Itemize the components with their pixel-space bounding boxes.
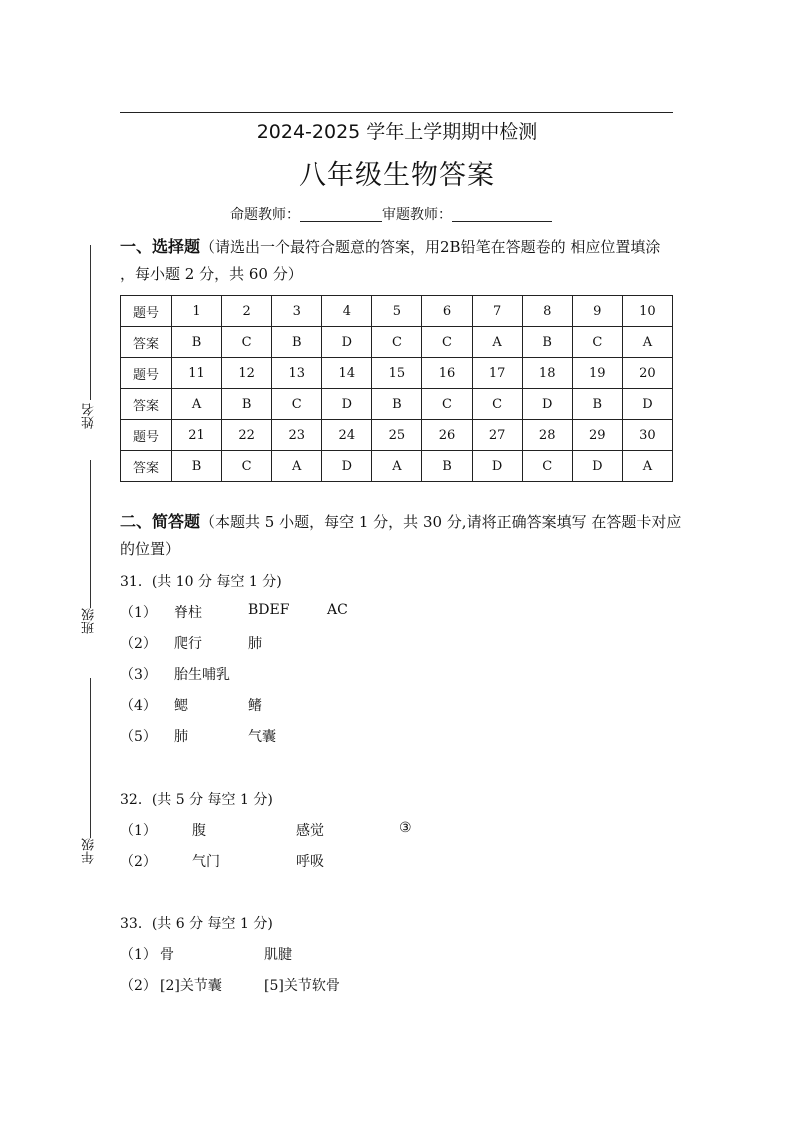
section2-instruction-1: （本题共 5 小题，每空 1 分，共 30 分,请将正确答案填写 在答题卡对应 <box>200 513 682 531</box>
section2-title: 二、简答题 <box>120 512 201 531</box>
q31-line-1-a: 脊柱 <box>174 605 202 621</box>
question-number-cell: 11 <box>172 358 222 389</box>
q33-line-1-b: 肌腱 <box>264 947 292 963</box>
answer-cell: B <box>272 327 322 358</box>
reviewer-blank <box>452 206 552 222</box>
q33-line-1-a: 骨 <box>160 947 174 963</box>
setter-blank <box>300 206 382 222</box>
answer-cell: A <box>622 327 672 358</box>
table-row <box>121 327 673 358</box>
grade-label: 年级 <box>82 838 97 864</box>
answer-cell: B <box>572 389 622 420</box>
q31-line-4-b: 鳍 <box>248 698 262 714</box>
q33-title: 33．(共 6 分 每空 1 分) <box>120 916 273 932</box>
q33-line-2-b: [5]关节软骨 <box>264 978 340 994</box>
q33-line-2-num: （2） <box>120 978 157 994</box>
answer-cell: B <box>222 389 272 420</box>
q31-line-4-a: 鳃 <box>174 698 188 714</box>
question-number-cell: 26 <box>422 420 472 451</box>
question-number-cell: 18 <box>522 358 572 389</box>
answer-cell: B <box>172 451 222 482</box>
question-number-cell: 29 <box>572 420 622 451</box>
question-number-cell: 20 <box>622 358 672 389</box>
question-number-cell: 2 <box>222 296 272 327</box>
page-title: 八年级生物答案 <box>299 160 495 191</box>
q31-line-5-b: 气囊 <box>248 729 276 745</box>
question-number-cell: 23 <box>272 420 322 451</box>
q31-line-3-a: 胎生哺乳 <box>174 667 230 683</box>
section1-title: 一、选择题 <box>120 237 201 256</box>
answer-cell: B <box>422 451 472 482</box>
table-row <box>121 389 673 420</box>
question-number-cell: 12 <box>222 358 272 389</box>
setter-label: 命题教师： <box>230 207 300 223</box>
q31-title: 31．(共 10 分 每空 1 分) <box>120 574 282 590</box>
question-number-cell: 22 <box>222 420 272 451</box>
margin-line-1 <box>90 245 91 400</box>
answer-cell: C <box>222 327 272 358</box>
q32-line-1-c: ③ <box>399 820 412 836</box>
question-number-cell: 14 <box>322 358 372 389</box>
q32-line-2-b: 呼吸 <box>296 854 324 870</box>
section2-instruction-2: 的位置） <box>120 540 181 558</box>
question-number-cell: 15 <box>372 358 422 389</box>
question-number-cell: 5 <box>372 296 422 327</box>
exam-year-title: 2024-2025 学年上学期期中检测 <box>256 121 538 143</box>
answer-cell: D <box>472 451 522 482</box>
question-number-cell: 7 <box>472 296 522 327</box>
section1-instruction-2: ，每小题 2 分，共 60 分） <box>120 265 303 283</box>
answer-cell: D <box>322 389 372 420</box>
q32-line-2-num: （2） <box>120 854 157 870</box>
reviewer-label: 审题教师： <box>382 207 452 223</box>
margin-line-3 <box>90 678 91 838</box>
margin-line-2 <box>90 460 91 608</box>
answer-cell: A <box>372 451 422 482</box>
teacher-line <box>230 204 552 224</box>
answer-cell: D <box>572 451 622 482</box>
answer-row-label: 答案 <box>121 327 172 358</box>
question-number-cell: 8 <box>522 296 572 327</box>
section1-heading <box>120 233 792 288</box>
question-number-cell: 17 <box>472 358 522 389</box>
q31-line-2-num: （2） <box>120 636 157 652</box>
q31-line-1-b: BDEF <box>248 602 290 618</box>
q31-line-1-num: （1） <box>120 605 157 621</box>
question-number-cell: 19 <box>572 358 622 389</box>
answer-cell: C <box>472 389 522 420</box>
answer-table <box>120 295 673 482</box>
answer-cell: B <box>522 327 572 358</box>
section1-instruction-1: （请选出一个最符合题意的答案，用2B铅笔在答题卷的 相应位置填涂 <box>200 238 661 256</box>
answer-cell: A <box>622 451 672 482</box>
answer-cell: C <box>522 451 572 482</box>
q32-line-1-b: 感觉 <box>296 823 324 839</box>
question-number-cell: 30 <box>622 420 672 451</box>
answer-cell: B <box>372 389 422 420</box>
answer-cell: A <box>172 389 222 420</box>
q32-line-1-a: 腹 <box>192 823 206 839</box>
answer-cell: D <box>622 389 672 420</box>
table-row <box>121 420 673 451</box>
question-number-cell: 28 <box>522 420 572 451</box>
answer-cell: D <box>522 389 572 420</box>
q32-line-1-num: （1） <box>120 823 157 839</box>
question-number-cell: 4 <box>322 296 372 327</box>
q32-title: 32．(共 5 分 每空 1 分) <box>120 792 273 808</box>
table-row <box>121 358 673 389</box>
table-row <box>121 451 673 482</box>
answer-cell: A <box>472 327 522 358</box>
name-label: 姓名 <box>82 403 97 429</box>
question-number-cell: 25 <box>372 420 422 451</box>
answer-cell: C <box>422 327 472 358</box>
q31-line-2-a: 爬行 <box>174 636 202 652</box>
answer-cell: D <box>322 327 372 358</box>
question-number-cell: 6 <box>422 296 472 327</box>
answer-cell: A <box>272 451 322 482</box>
q31-line-5-a: 肺 <box>174 729 188 745</box>
answer-row-label: 答案 <box>121 451 172 482</box>
class-label: 班级 <box>82 608 97 634</box>
question-number-cell: 24 <box>322 420 372 451</box>
question-number-cell: 10 <box>622 296 672 327</box>
answer-row-label: 答案 <box>121 389 172 420</box>
answer-cell: C <box>572 327 622 358</box>
answer-cell: C <box>422 389 472 420</box>
question-number-cell: 27 <box>472 420 522 451</box>
q31-line-2-b: 肺 <box>248 636 262 652</box>
q33-line-1-num: （1） <box>120 947 157 963</box>
header-rule <box>120 112 673 113</box>
question-number-cell: 21 <box>172 420 222 451</box>
question-number-cell: 16 <box>422 358 472 389</box>
q31-line-3-num: （3） <box>120 667 157 683</box>
q31-line-5-num: （5） <box>120 729 157 745</box>
q31-line-1-c: AC <box>327 602 348 618</box>
answer-cell: C <box>272 389 322 420</box>
question-number-row-label: 题号 <box>121 358 172 389</box>
section2-heading <box>120 508 792 563</box>
answer-cell: B <box>172 327 222 358</box>
q31-line-4-num: （4） <box>120 698 157 714</box>
table-row <box>121 296 673 327</box>
q33-line-2-a: [2]关节囊 <box>160 978 222 994</box>
answer-cell: D <box>322 451 372 482</box>
question-number-cell: 3 <box>272 296 322 327</box>
question-number-row-label: 题号 <box>121 296 172 327</box>
q32-line-2-a: 气门 <box>192 854 220 870</box>
question-number-cell: 1 <box>172 296 222 327</box>
question-number-cell: 13 <box>272 358 322 389</box>
answer-cell: C <box>222 451 272 482</box>
answer-cell: C <box>372 327 422 358</box>
question-number-cell: 9 <box>572 296 622 327</box>
question-number-row-label: 题号 <box>121 420 172 451</box>
